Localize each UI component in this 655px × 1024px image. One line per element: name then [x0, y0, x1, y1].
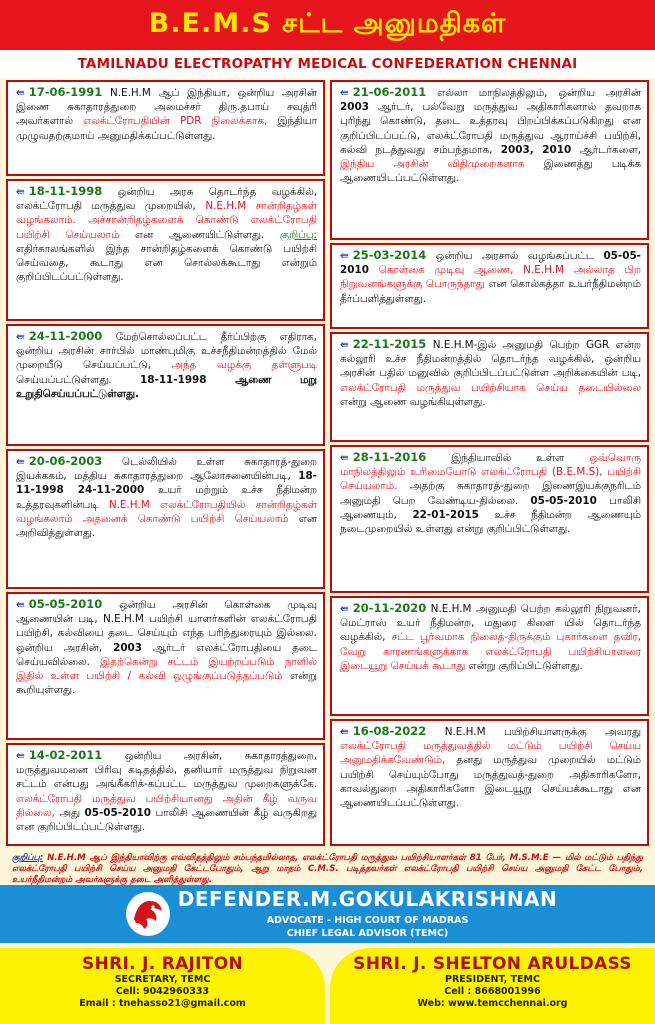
ruling-text: N.E.H.M பயிற்சியாளருக்கு அவரது — [444, 726, 641, 738]
ruling-panel — [6, 743, 325, 846]
ruling-bold: 05-05-2010 — [340, 250, 641, 277]
arrow-icon: ⇚ — [16, 186, 25, 198]
ruling-highlight: N.E.H.M எலக்ட்ரோபதியில் சான்றிதழ்கள் வழங்கலாம் அதனைக் கொண்டு பயிற்சி செய்யலாம் — [16, 498, 318, 525]
ruling-text: உச்ச நீதிமன்ற ஆணையும் நடைமுறையில் உள்ளது என்று குறிப்பிட்டுள்ளது. — [340, 508, 641, 536]
ruling-bold: 2003 — [113, 641, 143, 654]
defender-role: ADVOCATE - HIGH COURT OF MADRAS — [266, 915, 469, 926]
arrow-icon: ⇚ — [16, 87, 25, 99]
ruling-text: அதற்கு சுகாதாரத்-துறை இணைஇயக்குநரிடம் அனுமதி பெற வேண்டிய-தில்லை. — [340, 480, 641, 507]
ruling-date: 16-08-2022 — [352, 724, 427, 738]
ruling-date: 25-03-2014 — [352, 248, 427, 262]
ruling-bold: 18-11-1998 24-11-2000 — [16, 470, 317, 497]
ruling-text: ஆர்டர் எலக்ட்ரோபதியை தடை செய்யவில்லை. — [16, 641, 317, 668]
ruling-panel — [6, 80, 325, 176]
defender-title: CHIEF LEGAL ADVISOR (TEMC) — [286, 928, 449, 939]
arrow-icon: ⇚ — [340, 339, 349, 351]
ruling-highlight: எலக்ட்ரோபதி மருத்துவத்தில் மட்டும் பயிற்சி செய்ய அனுமதிக்கவேண்டும், — [340, 740, 641, 767]
signatory-web: Web: www.temcchennai.org — [417, 998, 568, 1009]
arrow-icon: ⇚ — [16, 599, 25, 611]
ruling-bold: 05-05-2010 — [84, 806, 151, 819]
footnote — [6, 851, 649, 883]
ruling-panel — [6, 179, 325, 321]
signatory-email: Email : tnehasso21@gmail.com — [79, 998, 246, 1009]
ruling-text: பாலிசி ஆணையும், — [340, 494, 641, 521]
ruling-highlight: N.E.H.M சான்றிதழ்கள் வழங்கலாம். அச்சான்றிதழ்களைக் கொண்டு எலக்ட்ரோபதி பயிற்சி செய்யலாம் — [16, 200, 317, 241]
ruling-panel — [330, 80, 649, 240]
org-bar — [0, 50, 655, 78]
arrow-icon: ⇚ — [340, 603, 349, 615]
ruling-date: 14-02-2011 — [28, 748, 103, 762]
ruling-text: என ஆணையிட்டுள்ளது. — [134, 228, 265, 241]
arrow-icon: ⇚ — [340, 726, 349, 738]
ruling-panel — [6, 592, 325, 740]
ruling-date: 17-06-1991 — [28, 85, 103, 99]
ruling-text: இணைத்து படிக்க ஆணையிடப்பட்டுள்ளது. — [340, 158, 641, 185]
ruling-text: ஒன்றிய அரசு தொடர்ந்த வழக்கில், எலக்ட்ரோபதி மருத்துவ முறையில், — [16, 186, 318, 213]
ruling-bold: 2003 — [340, 101, 369, 114]
ruling-text: எல்லா மாநிலத்திலும், ஒன்றிய அரசின் — [437, 87, 641, 99]
ruling-panel — [330, 719, 649, 846]
ruling-panel — [330, 445, 649, 593]
ruling-date: 22-11-2015 — [352, 337, 427, 351]
ruling-highlight: எலக்ட்ரோபதி மருத்துவ பயிற்சியானது அதின் கீழ் வருவ தில்லை, — [16, 792, 317, 819]
defender-banner — [0, 885, 655, 943]
ruling-date: 24-11-2000 — [28, 329, 103, 343]
ruling-text: என அறிவித்துள்ளது. — [16, 512, 317, 540]
arrow-icon: ⇚ — [16, 456, 25, 468]
ruling-date: 18-11-1998 — [28, 184, 103, 198]
ruling-bold: 05-05-2010 — [530, 494, 597, 507]
right-column — [330, 80, 649, 846]
signatory-cell: Cell: 9042960333 — [115, 986, 210, 997]
ruling-highlight: எலக்ட்ரோபதியின் PDR நிலைக்காக, — [83, 115, 268, 128]
signatory-left — [0, 948, 325, 1024]
ruling-date: 20-11-2020 — [352, 601, 427, 615]
signatory-cell: Cell : 8668001996 — [444, 986, 541, 997]
ruling-date: 28-11-2016 — [352, 450, 427, 464]
org-name: TAMILNADU ELECTROPATHY MEDICAL CONFEDERATION CHENNAI — [77, 56, 578, 72]
arrow-icon: ⇚ — [340, 250, 349, 262]
left-column — [6, 80, 325, 846]
ruling-text: அது — [59, 806, 80, 819]
ruling-text: ஒன்றிய அரசின், சுகாதாரத்துறை, மருத்துவமனை பிரிவு கடிதத்தில், தனியார் மருத்துவ நிறுவன சட்டம் என்பது அங்கீகரிக்-கப்பட்ட மருத்துவ முறைகளுக்கே. — [16, 750, 317, 791]
ruling-text: என்று கூறியுள்ளது. — [16, 670, 317, 697]
ruling-bold: 22-01-2015 — [412, 508, 479, 521]
arrow-icon: ⇚ — [16, 331, 25, 343]
ruling-text: இந்தியா முழுவதற்குமாய் அனுமதிக்கப்பட்டுள்ளது. — [16, 115, 318, 142]
ruling-highlight: இந்திய அரசின் விதிமுறைகளாக — [340, 158, 525, 171]
page-title: B.E.M.S சட்ட அனுமதிகள் — [148, 7, 507, 39]
ruling-bold: 2003, 2010 — [500, 143, 572, 156]
ruling-text: தனது மருத்துவ முறையில் மட்டும் பயிற்சி செய்யும்போது மருத்துவத்-துறை அதிகாரிகளோ, காவல்துறை அதிகாரிகளோ இடையூறு செய்யக்கூடாது என ஆணையிடப்பட்டுள்ளது. — [340, 754, 641, 810]
ruling-highlight: ஒவ்வொரு மாநிலத்திலும் உரிமையோடு எலக்ட்ரோபதி (B.E.M.S), பயிற்சி செய்யலாம். — [340, 452, 641, 493]
defender-name — [0, 887, 655, 911]
ruling-text: என்று ஆணை வழங்கியுள்ளது. — [340, 395, 486, 408]
ruling-text: மேற்சொல்லப்பட்ட தீர்ப்பிற்கு எதிராக, ஒன்றிய அரசின் சார்பில் மாண்புமிகு உச்சநீதிமன்றத்தில் மேல் முறையீடு செய்யப்பட்டு, — [16, 331, 317, 372]
signatory-name: SHRI. J. RAJITON — [82, 954, 243, 974]
ruling-highlight: கொள்கை முடிவு ஆணை, N.E.H.M அல்லாத பிற நிறுவனங்களுக்கு பொருந்தாது — [340, 264, 641, 291]
footnote-label: குறிப்பு: — [12, 853, 44, 863]
ruling-date: 05-05-2010 — [28, 597, 103, 611]
rulings-columns — [6, 80, 649, 846]
note-text: எதிர்காலங்களில் இந்த சான்றிதழ்களைக் கொண்டு பயிற்சி செய்வதை, கூடாது என சொல்லக்கூடாது என்றும் குறிப்பிடப்பட்டுள்ளது. — [16, 242, 317, 284]
ruling-highlight: இதற்கென்று சட்டம் இயற்றப்படும் நாளில் இதில் உள்ள பயிற்சி / கல்வி ஒழுங்குப்படுத்தப்படும் — [16, 655, 317, 683]
signatory-title: SECRETARY, TEMC — [114, 974, 211, 985]
ruling-text: ஆர்டர்களை, — [579, 143, 642, 156]
ruling-date: 20-06-2003 — [28, 454, 103, 468]
ruling-text: N.E.H.M அனுமதி பெற்ற கல்லூரி நிறுவனர், மெட்ராஸ் உயர் நீதிமன்ற, மதுரை கிளை யில் தொடர்ந்த வழக்கில், — [340, 603, 641, 644]
arrow-icon: ⇚ — [340, 87, 349, 99]
ruling-highlight: எலக்ட்ரோபதி மருத்துவ பயிற்சியாக செய்ய தடையில்லை — [340, 381, 641, 394]
ruling-panel — [6, 449, 325, 589]
ruling-panel — [330, 332, 649, 442]
signatory-name: SHRI. J. SHELTON ARULDASS — [353, 954, 632, 974]
signatories — [0, 948, 655, 1024]
ruling-text: N.E.H.M-இல் அனுமதி பெற்ற GGR என்ற கல்லூரி உச்ச நீதிமன்றத்தில் தொடர்ந்த வழக்கில், ஒன்றிய அரசின் பதில் மனுவில் குறிப்பிடப்பட்டுள்ள அறிக்கையின் படி, — [340, 339, 641, 380]
note-label: குறிப்பு: — [279, 228, 317, 241]
arrow-icon: ⇚ — [340, 452, 349, 464]
ruling-text: N.E.H.M ஆப் இந்தியா, ஒன்றிய அரசின் இணை சுகாதாரத்துறை அமைச்சர் திரு.தபாய் சவுத்ரி அவர்களால் — [16, 87, 317, 128]
arrow-icon: ⇚ — [16, 750, 25, 762]
ruling-text: என கொல்கத்தா உயர்நீதிமன்றம் தீர்ப்பளித்துள்ளது. — [340, 278, 641, 305]
ruling-highlight: அந்த வழக்கு தள்ளுபடி — [171, 359, 317, 372]
defender-name-text: DEFENDER.M.GOKULAKRISHNAN — [177, 887, 558, 911]
ruling-panel — [6, 324, 325, 446]
signatory-right — [330, 948, 655, 1024]
ruling-panel — [330, 596, 649, 716]
ruling-date: 21-06-2011 — [352, 85, 427, 99]
ruling-panel — [330, 243, 649, 329]
ruling-text: என்று குறிப்பிட்டுள்ளது. — [468, 659, 583, 672]
ruling-text: உயர் மற்றும் உச்ச நீதிமன்ற உத்தரவுகளின்படி — [16, 484, 317, 511]
ruling-text: செய்யப்பட்டுள்ளது. — [16, 373, 112, 386]
ruling-text: இந்தியாவில் உள்ள — [451, 452, 565, 464]
ruling-text: ஆர்டர், பல்வேறு மருத்துவ அதிகாரிகளால் தவறாக புரிந்து கொண்டு, தடை உத்தரவு பிறப்பிக்கப்படுகிறது என குறிப்பிடப்பட்டு, எலக்ட்ரோபதி மருத்துவ ஆராய்ச்சி பயிற்சி, கல்வி நடத்துவது சம்பந்தமாக, — [340, 101, 641, 156]
title-banner — [0, 0, 655, 50]
signatory-title: PRESIDENT, TEMC — [445, 974, 540, 985]
footnote-text: N.E.H.M ஆப் இந்தியாவிற்கு எவ்விதத்திலும் சம்பந்தமில்லாத, எலக்ட்ரோபதி மருத்துவ பயிற்சியாளர்கள் 81 பேர், M.S.M.E — மில் மட்டும் பதிந்து எலக்ட்ரோபதி பயிற்சி செய்ய அனுமதி கேட்டபோதும், ஆறு மாதம் C.M.S. படித்தவர்கள் எலக்ட்ரோபதி பயிற்சி செய்ய அனுமதி கேட்ட போதும், உயர்நீதிமன்றம் அவர்களுக்கு தடை அளித்துள்ளது. — [12, 853, 644, 885]
ruling-text: பாலிசி ஆணையின் கீழ் வருகிறது என குறிப்பிடப்பட்டுள்ளது. — [16, 806, 317, 834]
ruling-bold: 18-11-1998 ஆணை மறு உறுதிசெய்யப்பட்டுள்ளது. — [16, 373, 317, 400]
ruling-text: டெல்லியில் உள்ள சுகாதாரத்-துறை இயக்ககம், மத்திய சுகாதாரத்துறை ஆலோசனையின்படி, — [16, 456, 317, 483]
ruling-text: ஒன்றிய அரசால் வழங்கப்பட்ட — [435, 250, 594, 262]
ruling-highlight: சட்ட பூர்வமாக நிலைத்-திருக்கும் புகார்களை தவிர, வேறு காரணங்களுக்காக எலக்ட்ரோபதி பயிற்சியாளரை இடையூறு செய்யக் கூடாது — [340, 631, 641, 672]
ruling-text: ஒன்றிய அரசின் கொள்கை முடிவு ஆணையின் படி, N.E.H.M பயிற்சி யாளர்களின் எலக்ட்ரோபதி பயிற்சி, கல்வியை தடை செய்யும் எந்த பரிந்துரையும் இல்லை. ஒன்றிய அரசின், — [16, 599, 317, 654]
